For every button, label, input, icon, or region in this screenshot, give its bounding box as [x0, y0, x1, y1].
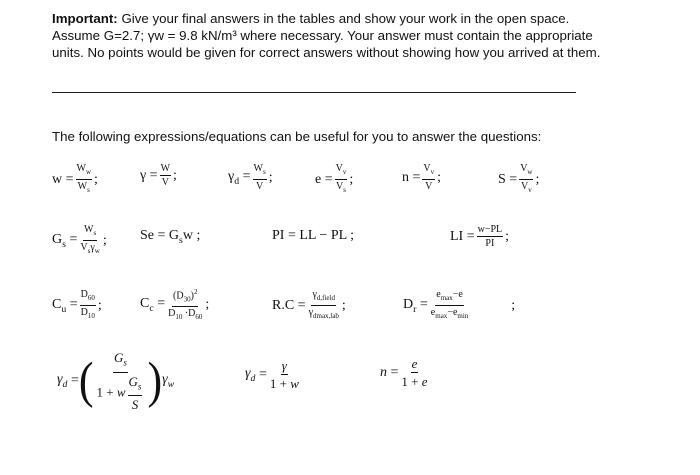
eq-plasticity-index: PI = LL − PL ; [272, 228, 355, 243]
eq-relative-compaction: R.C = $\frac{\gamma_{d,field}}{\gamma_{dmax,lab}}$ ; [272, 289, 346, 320]
eq-dry-from-gamma: $\gamma_d$ = $\frac{\gamma}{1 + w}$ [245, 358, 299, 391]
eq-void-ratio: e = $\frac{V_v}{V_s}$ ; [315, 163, 354, 194]
intro-text: The following expressions/equations can be useful for you to answer the questions: [52, 129, 542, 144]
eq-se-gsw: $Se = G_sw$ ; [140, 228, 201, 246]
instructions-paragraph [52, 10, 682, 61]
eq-specific-gravity: $G_s$ = $\frac{W_s}{V_s\gamma_w}$ ; [52, 224, 107, 255]
instructions-line-1-text: Give your final answers in the tables and show your work in the open space. [117, 11, 570, 26]
eq-relative-density: $D_r$ = $\frac{e_{max}-e}{e_{max}-e_{min}}$ ; [403, 289, 516, 320]
eq-porosity: n = $\frac{V_v}{V}$ ; [402, 163, 442, 192]
eq-dry-from-gs: $\gamma_d$ = ( $G_s$ 1 + w $\frac{G_s}{S}$ ) $\gamma_w$ [57, 350, 175, 413]
eq-saturation: S = $\frac{V_w}{V_v}$ ; [498, 163, 540, 194]
eq-liquidity-index: LI = $\frac{w-PL}{PI}$ ; [450, 224, 510, 249]
instructions-line-1 [52, 10, 682, 27]
instructions-line-3: units. No points would be given for correct answers without showing how you arrived at them. [52, 45, 601, 60]
eq-uniformity: $C_u$ = $\frac{D_{60}}{D_{10}}$ ; [52, 289, 102, 320]
divider-line [52, 92, 576, 93]
eq-n-from-e: n = $\frac{e}{1 + e}$ [380, 356, 428, 389]
important-label: Important: [52, 11, 118, 26]
instructions-line-2: Assume G=2.7; γw = 9.8 kN/m³ where necessary. Your answer must contain the appropriate [52, 28, 593, 43]
eq-unit-weight: γ = $\frac{W}{V}$ ; [140, 163, 177, 188]
eq-water-content: w = $\frac{W_w}{W_s}$ ; [52, 163, 98, 194]
eq-dry-unit-weight: $\gamma_d$ = $\frac{W_s}{V}$ ; [228, 163, 273, 192]
eq-curvature: $C_c$ = $\frac{(D_{30})^2}{D_{10} \cdot D_{60}}$ ; [140, 288, 210, 322]
